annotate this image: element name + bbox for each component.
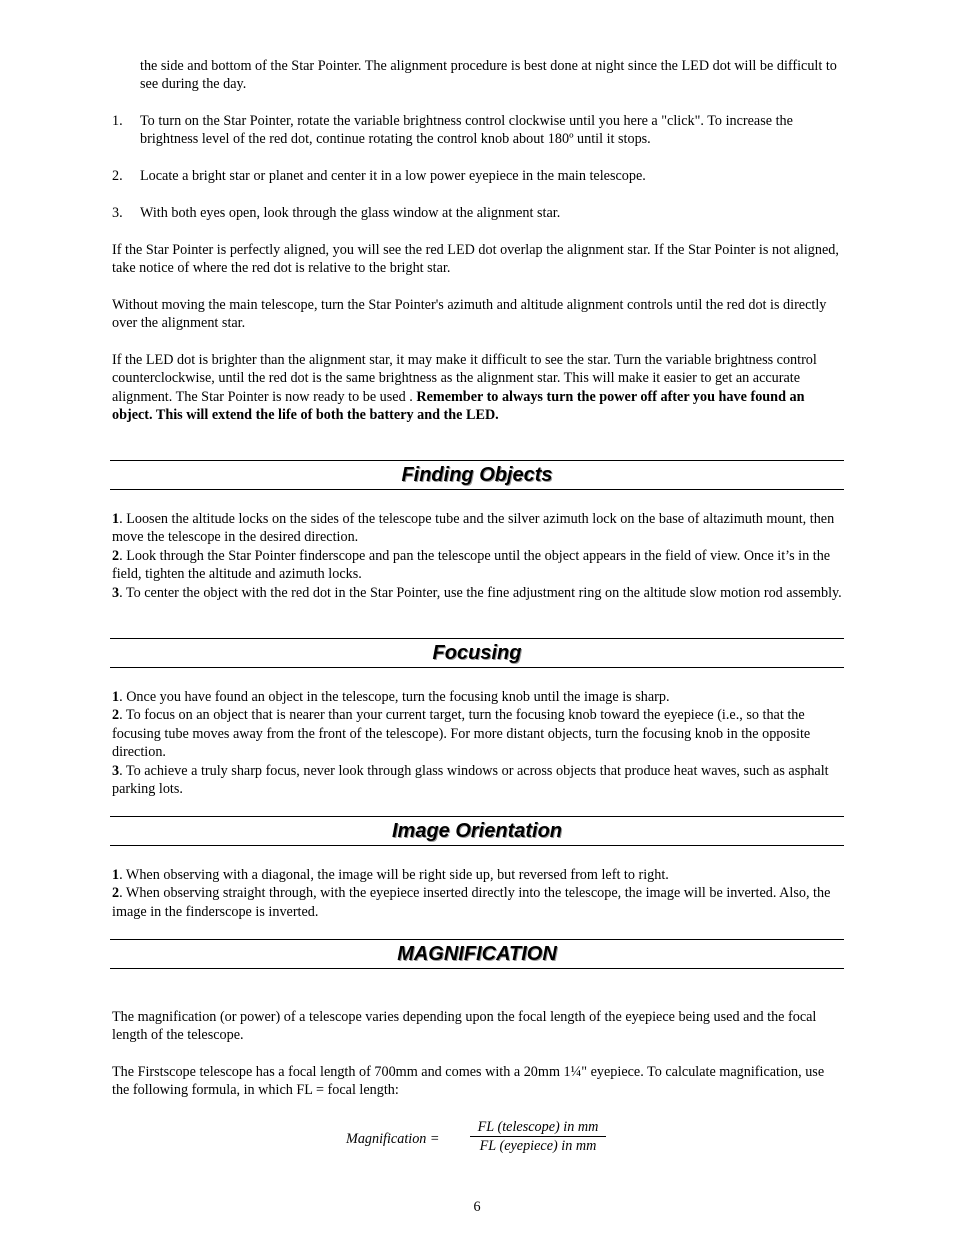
item-number: 1	[112, 689, 120, 705]
item-text: . To center the object with the red dot in the Star Pointer, use the fine adjustment ring on the altitude slow motion rod assembly.	[119, 584, 842, 601]
item-number: 2	[112, 547, 120, 564]
step-text: To turn on the Star Pointer, rotate the variable brightness control clockwise until you here a "click". To increase the brightness level of the red dot, continue rotating the control knob about 180º until it stops.	[140, 113, 793, 148]
focusing-list	[112, 688, 844, 798]
item-text: . To focus on an object that is nearer than your current target, turn the focusing knob toward the eyepiece (i.e., so that the focusing tube moves away from the front of the telescope). For more distant objects, turn the focusing knob in the opposite direction.	[112, 707, 811, 761]
item-text: . Look through the Star Pointer finderscope and pan the telescope until the object appears in the field of view. Once it’s in the field, tighten the altitude and azimuth locks.	[112, 547, 831, 583]
finding-objects-list	[112, 510, 844, 602]
alignment-paragraph-2: Without moving the main telescope, turn the Star Pointer's azimuth and altitude alignment controls until the red dot is directly over the alignment star.	[112, 297, 827, 332]
step-number: 3.	[112, 205, 123, 221]
item-number: 3	[112, 762, 120, 779]
item-number: 1	[112, 867, 120, 883]
item-text: . When observing with a diagonal, the image will be right side up, but reversed from left to right.	[119, 867, 669, 883]
step-text: Locate a bright star or planet and center it in a low power eyepiece in the main telescope.	[140, 168, 646, 184]
intro-continued-paragraph: the side and bottom of the Star Pointer. The alignment procedure is best done at night since the LED dot will be difficult to see during the day.	[140, 58, 837, 93]
step-number: 2.	[112, 168, 123, 184]
section-title: Image Orientation	[391, 820, 563, 842]
magnification-paragraph-1: The magnification (or power) of a telescope varies depending upon the focal length of the eyepiece being used and the focal length of the telescope.	[112, 1009, 817, 1044]
item-number: 2	[112, 885, 120, 902]
section-header-image-orientation	[110, 816, 844, 846]
page-number: 6	[473, 1199, 481, 1215]
item-text: . To achieve a truly sharp focus, never look through glass windows or across objects that produce heat waves, such as asphalt parking lots.	[112, 762, 829, 798]
paragraph-text: If the LED dot is brighter than the alignment star, it may make it difficult to see the star. Turn the variable brightness control counterclockwise, until the red dot is the same brightness as the alignment star. This will make it easier to get an accurate alignment. The Star Pointer is now ready to be used .	[112, 352, 817, 405]
formula-denominator: FL (eyepiece) in mm	[479, 1138, 597, 1154]
section-header-focusing	[110, 638, 844, 668]
formula-numerator: FL (telescope) in mm	[470, 1118, 606, 1137]
image-orientation-list	[112, 866, 844, 921]
item-text: . Once you have found an object in the telescope, turn the focusing knob until the image is sharp.	[119, 689, 670, 705]
item-text: . Loosen the altitude locks on the sides of the telescope tube and the silver azimuth lock on the base of altazimuth mount, then move the telescope in the desired direction.	[112, 511, 835, 546]
alignment-paragraph-1: If the Star Pointer is perfectly aligned, you will see the red LED dot overlap the alignment star. If the Star Pointer is not aligned, take notice of where the red dot is relative to the bright star.	[112, 242, 839, 277]
item-number: 2	[112, 707, 120, 724]
section-title: MAGNIFICATION	[397, 943, 557, 965]
item-number: 1	[112, 511, 120, 527]
step-number: 1.	[112, 113, 123, 129]
item-number: 3	[112, 584, 120, 601]
section-title: Finding Objects	[401, 464, 553, 486]
magnification-paragraph-2: The Firstscope telescope has a focal length of 700mm and comes with a 20mm 1¼" eyepiece. To calculate magnification, use the following formula, in which FL = focal length:	[112, 1064, 825, 1099]
power-off-warning: Remember to always turn the power off after you have found an object. This will extend the life of both the battery and the LED.	[112, 388, 805, 424]
step-text: With both eyes open, look through the glass window at the alignment star.	[140, 205, 561, 221]
section-header-finding-objects	[110, 460, 844, 490]
formula-fraction	[470, 1118, 606, 1155]
formula-lhs: Magnification =	[346, 1131, 440, 1147]
alignment-paragraph-3	[112, 351, 844, 425]
item-text: . When observing straight through, with the eyepiece inserted directly into the telescope, the image will be inverted. Also, the image in the finderscope is inverted.	[112, 885, 831, 920]
section-title: Focusing	[432, 642, 522, 664]
section-header-magnification	[110, 939, 844, 969]
